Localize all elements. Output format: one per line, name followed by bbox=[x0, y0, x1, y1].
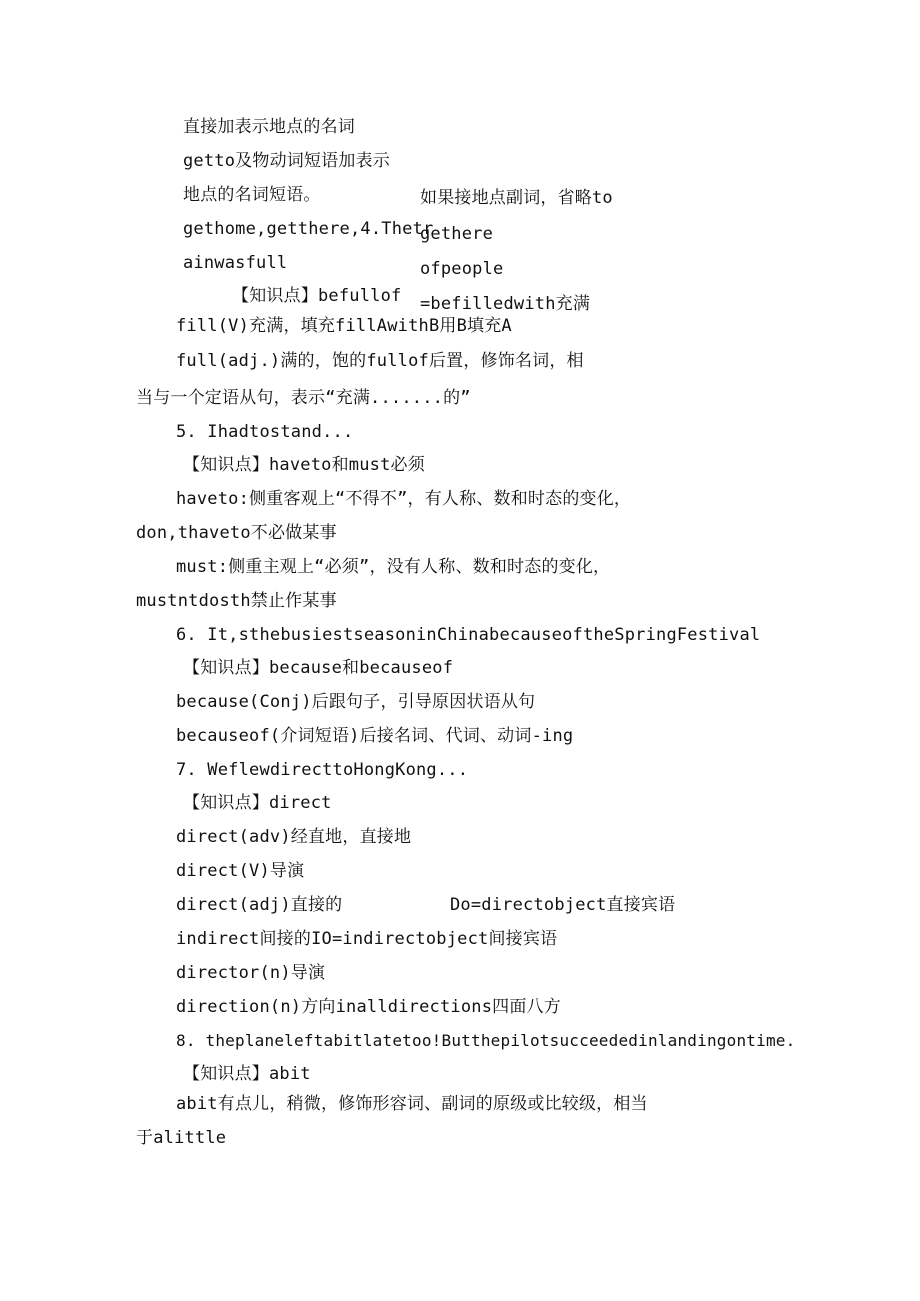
knowledge-point-heading: 【知识点】direct bbox=[183, 793, 332, 813]
text-line: ainwasfull bbox=[183, 253, 288, 273]
knowledge-point-heading: 【知识点】because和becauseof bbox=[183, 658, 454, 678]
text-line: abit有点儿，稍微，修饰形容词、副词的原级或比较级，相当 bbox=[176, 1094, 648, 1114]
item-heading: 8. theplaneleftabitlatetoo!Butthepilotsucceededinlandingontime. bbox=[176, 1031, 796, 1050]
text-line: direct(adj)直接的 bbox=[176, 895, 343, 915]
text-line: 当与一个定语从句，表示“充满.......的” bbox=[136, 388, 471, 408]
text-line: mustntdosth禁止作某事 bbox=[136, 591, 337, 611]
text-line: fill(V)充满，填充fillAwithB用B填充A bbox=[176, 316, 512, 336]
text-line: indirect间接的IO=indirectobject间接宾语 bbox=[176, 929, 558, 949]
text-line: 于alittle bbox=[136, 1128, 227, 1148]
text-line: must:侧重主观上“必须”，没有人称、数和时态的变化， bbox=[176, 557, 611, 577]
text-line: becauseof(介词短语)后接名词、代词、动词-ing bbox=[176, 726, 574, 746]
text-line: 如果接地点副词，省略to bbox=[420, 188, 613, 208]
text-line: direct(V)导演 bbox=[176, 861, 305, 881]
text-line: 地点的名词短语。 bbox=[183, 185, 321, 205]
text-line: director(n)导演 bbox=[176, 963, 326, 983]
text-line: =befilledwith充满 bbox=[420, 294, 591, 314]
knowledge-point-heading: 【知识点】befullof bbox=[232, 286, 402, 306]
item-heading: 6. It,sthebusiestseasoninChinabecauseoftheSpringFestival bbox=[176, 625, 761, 645]
text-line: because(Conj)后跟句子，引导原因状语从句 bbox=[176, 692, 536, 712]
text-line: gethome,getthere,4.Thetr bbox=[183, 219, 434, 239]
knowledge-point-heading: 【知识点】abit bbox=[183, 1064, 311, 1084]
item-heading: 7. WeflewdirecttoHongKong... bbox=[176, 760, 469, 780]
text-line: don,thaveto不必做某事 bbox=[136, 523, 337, 543]
item-heading: 5. Ihadtostand... bbox=[176, 422, 354, 442]
text-line: direct(adv)经直地，直接地 bbox=[176, 827, 412, 847]
text-line: haveto:侧重客观上“不得不”，有人称、数和时态的变化， bbox=[176, 489, 632, 509]
text-line: getto及物动词短语加表示 bbox=[183, 151, 390, 171]
text-line: 直接加表示地点的名词 bbox=[183, 117, 355, 137]
text-line: full(adj.)满的，饱的fullof后置，修饰名词，相 bbox=[176, 351, 584, 371]
knowledge-point-heading: 【知识点】haveto和must必须 bbox=[183, 455, 425, 475]
text-line: direction(n)方向inalldirections四面八方 bbox=[176, 997, 561, 1017]
text-line: ofpeople bbox=[420, 259, 504, 279]
text-line: gethere bbox=[420, 224, 494, 244]
text-line: Do=directobject直接宾语 bbox=[450, 895, 676, 915]
